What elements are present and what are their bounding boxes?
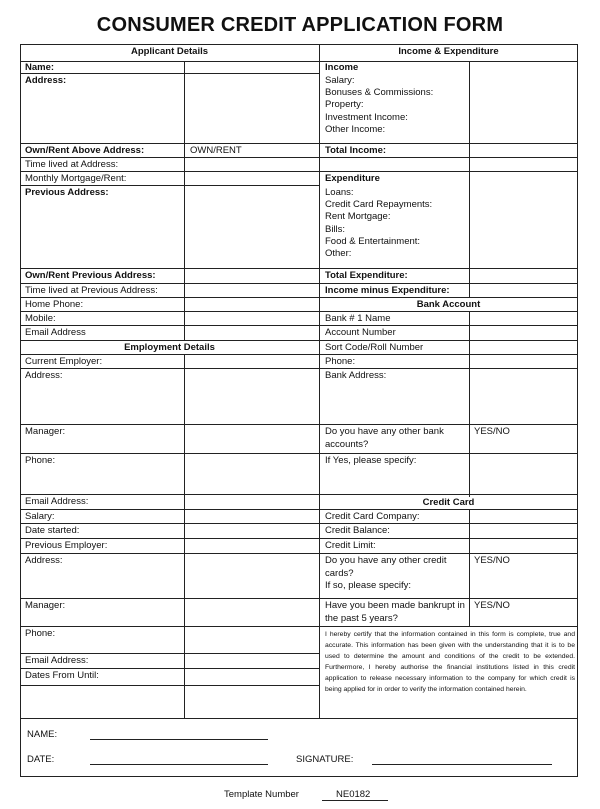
previous-email-label: Email Address: [25,655,89,666]
credit-card-company-label: Credit Card Company: [325,511,420,522]
home-phone-label: Home Phone: [25,299,84,310]
credit-limit-label: Credit Limit: [325,540,376,551]
bank-name-label: Bank # 1 Name [325,313,391,324]
applicant-details-header: Applicant Details [130,46,209,57]
form-title: CONSUMER CREDIT APPLICATION FORM [96,14,504,36]
income-label: Income [325,62,359,73]
other-cards-question: Do you have any other credit cards? [325,555,447,579]
credit-card-header: Credit Card [422,497,475,508]
bankrupt-answer: YES/NO [474,600,510,611]
other-cards-specify-label: If so, please specify: [325,580,412,591]
address-label: Address: [25,75,67,86]
if-yes-specify-label: If Yes, please specify: [325,455,417,466]
time-lived-label: Time lived at Address: [25,159,119,170]
footer-signature-line[interactable] [372,764,552,765]
expenditure-food-label: Food & Entertainment: [325,236,421,247]
sort-code-label: Sort Code/Roll Number [325,342,424,353]
income-minus-expenditure-label: Income minus Expenditure: [325,285,450,296]
previous-phone-label: Phone: [25,628,56,639]
other-bank-answer: YES/NO [474,426,510,437]
mobile-label: Mobile: [25,313,56,324]
income-bonuses-label: Bonuses & Commissions: [325,87,434,98]
date-started-label: Date started: [25,525,80,536]
total-income-label: Total Income: [325,145,387,156]
previous-address-label: Previous Address: [25,187,109,198]
mortgage-label: Monthly Mortgage/Rent: [25,173,127,184]
template-number-label: Template Number [224,789,299,800]
expenditure-label: Expenditure [325,173,380,184]
income-expenditure-header: Income & Expenditure [398,46,499,57]
manager-label: Manager: [25,426,66,437]
footer-date-line[interactable] [90,764,268,765]
bank-account-header: Bank Account [416,299,481,310]
dates-from-until-label: Dates From Until: [25,670,99,681]
bank-phone-label: Phone: [325,356,356,367]
other-cards-answer: YES/NO [474,555,510,566]
expenditure-loans-label: Loans: [325,187,354,198]
footer-signature-label: SIGNATURE: [296,754,354,765]
salary-label: Salary: [25,511,55,522]
template-number-value: NE0182 [336,789,371,800]
credit-balance-label: Credit Balance: [325,525,390,536]
footer-name-line[interactable] [90,739,268,740]
total-expenditure-label: Total Expenditure: [325,270,408,281]
previous-employer-address-label: Address: [25,555,63,566]
time-lived-previous-label: Time lived at Previous Address: [25,285,158,296]
own-rent-previous-label: Own/Rent Previous Address: [25,270,156,281]
own-rent-label: Own/Rent Above Address: [25,145,145,156]
income-salary-label: Salary: [325,75,355,86]
account-number-label: Account Number [325,327,396,338]
own-rent-value: OWN/RENT [190,145,242,156]
footer-name-label: NAME: [27,729,58,740]
phone-label: Phone: [25,455,56,466]
bankrupt-question: Have you been made bankrupt in the past 5 years? [325,600,465,624]
expenditure-bills-label: Bills: [325,224,346,235]
expenditure-credit-card-label: Credit Card Repayments: [325,199,433,210]
other-bank-question: Do you have any other bank accounts? [325,426,444,450]
footer-date-label: DATE: [27,754,55,765]
bank-address-label: Bank Address: [325,370,387,381]
template-number-underline [322,800,388,801]
previous-manager-label: Manager: [25,600,66,611]
employment-details-header: Employment Details [124,342,215,353]
employer-address-label: Address: [25,370,63,381]
certification-statement: I hereby certify that the information contained in this form is complete, true and accurate. This information has been given with the understanding that it is to be used to determine the amount and conditions of the credit to be extended. Furthermore, I hereby authorise the financial institutions listed in this credit application to release necessary information to the company for which credit is being applied for in order to verify the information contained herein. [325,631,575,694]
current-employer-label: Current Employer: [25,356,103,367]
income-other-label: Other Income: [325,124,386,135]
previous-employer-label: Previous Employer: [25,540,108,551]
employer-email-label: Email Address: [25,496,89,507]
expenditure-other-label: Other: [325,248,352,259]
email-label: Email Address [25,327,86,338]
expenditure-rent-label: Rent Mortgage: [325,211,391,222]
income-investment-label: Investment Income: [325,112,408,123]
income-property-label: Property: [325,99,364,110]
name-label: Name: [25,62,55,73]
